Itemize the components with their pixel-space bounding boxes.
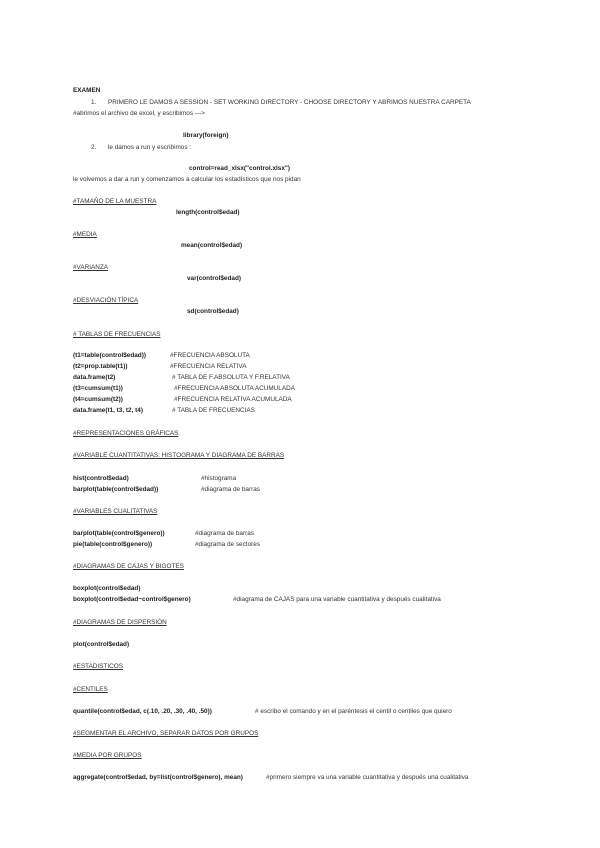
command-mean: mean(control$edad)	[181, 242, 243, 249]
command-plot: plot(control$edad)	[73, 641, 130, 648]
command-sd: sd(control$edad)	[187, 308, 239, 315]
section-segment: #SEGMENTAR EL ARCHIVO, SEPARAR DATOS POR GRUPOS	[73, 730, 259, 737]
section-std-dev: #DESVIACIÓN TÍPICA	[73, 297, 139, 304]
freq-code: (t4=cumsum(t2))	[73, 396, 123, 403]
comment-barplot-genero: #diagrama de barras	[195, 530, 254, 537]
section-statistics: #ESTADISTICOS	[73, 663, 123, 670]
comment-barplot-edad: #diagrama de barras	[201, 486, 260, 493]
step-1-number: 1.	[91, 99, 97, 106]
freq-code: data.frame(t2)	[73, 374, 116, 381]
step-2-text: le damos a run y escribimos :	[108, 144, 192, 151]
command-quantile: quantile(control$edad, c(.10, .20, .30, .40, .50))	[73, 708, 212, 715]
note-run-again: le volvemos a dar a run y comenzamos a calcular los estadísticos que nos pidan	[73, 176, 301, 183]
command-length: length(control$edad)	[176, 209, 240, 216]
section-variance: #VARIANZA	[73, 264, 109, 271]
section-centiles: #CENTILES	[73, 686, 108, 693]
command-library: library(foreign)	[183, 132, 229, 139]
freq-code: (t3=cumsum(t1))	[73, 385, 123, 392]
freq-comment: #FRECUENCIA ABSOLUTA ACUMULADA	[174, 385, 295, 392]
freq-comment: #FRECUENCIA RELATIVA	[170, 363, 247, 370]
section-frequency-tables: # TABLAS DE FRECUENCIAS	[73, 331, 161, 338]
section-mean: #MEDIA	[73, 231, 97, 238]
document-title: EXAMEN	[73, 87, 101, 94]
section-group-mean: #MEDIA POR GRUPOS	[73, 752, 142, 759]
step-2-number: 2.	[91, 144, 97, 151]
comment-aggregate: #primero siempre va una variable cuantitativa y después una cualitativa	[266, 774, 469, 781]
freq-comment: #FRECUENCIA ABSOLUTA	[170, 352, 250, 359]
command-read-xlsx: control=read_xlsx("control.xlsx")	[189, 165, 291, 172]
comment-pie: #diagrama de sectores	[195, 541, 261, 548]
command-barplot-genero: barplot(table(control$genero))	[73, 530, 165, 537]
section-qualitative: #VARIABLES CUALITATIVAS	[73, 508, 158, 515]
command-aggregate: aggregate(control$edad, by=list(control$genero), mean)	[73, 774, 243, 781]
command-hist: hist(control$edad)	[73, 475, 129, 482]
section-scatter: #DIAGRAMAS DE DISPERSIÓN	[73, 619, 167, 626]
freq-code: (t2=prop.table(t1))	[73, 363, 128, 370]
freq-comment: #FRECUENCIA RELATIVA ACUMULADA	[174, 396, 292, 403]
command-var: var(control$edad)	[187, 275, 241, 282]
freq-comment: # TABLA DE F.ABSOLUTA Y F.RELATIVA	[172, 374, 290, 381]
freq-code: (t1=table(control$edad))	[73, 352, 146, 359]
command-barplot-edad: barplot(table(control$edad))	[73, 486, 159, 493]
section-boxplots: #DIAGRAMAS DE CAJAS Y BIGOTES	[73, 563, 184, 570]
note-open-excel: #abrimos el archivo de excel, y escribimos --->	[73, 110, 205, 117]
section-quantitative: #VARIABLE CUANTITATIVAS: HISTOGRAMA Y DIAGRAMA DE BARRAS	[73, 452, 285, 459]
comment-quantile: # escribo el comando y en el paréntesis el centil o centiles que quiero	[255, 708, 452, 715]
section-graphics: #REPRESENTACIONES GRÁFICAS	[73, 430, 179, 437]
command-boxplot-2: boxplot(control$edad~control$genero)	[73, 596, 191, 603]
section-sample-size: #TAMAÑO DE LA MUESTRA	[73, 198, 157, 205]
command-boxplot-1: boxplot(control$edad)	[73, 585, 141, 592]
comment-boxplot-2: #diagrama de CAJAS para una variable cuantitativa y después cualitativa	[233, 596, 441, 603]
step-1-text: PRIMERO LE DAMOS A SESSION - SET WORKING DIRECTORY - CHOOSE DIRECTORY Y ABRIMOS NUESTRA CARPETA	[108, 99, 471, 106]
freq-comment: # TABLA DE FRECUENCIAS	[172, 407, 255, 414]
freq-code: data.frame(t1, t3, t2, t4)	[73, 407, 143, 414]
comment-hist: #histograma	[201, 475, 237, 482]
command-pie: pie(table(control$genero))	[73, 541, 153, 548]
